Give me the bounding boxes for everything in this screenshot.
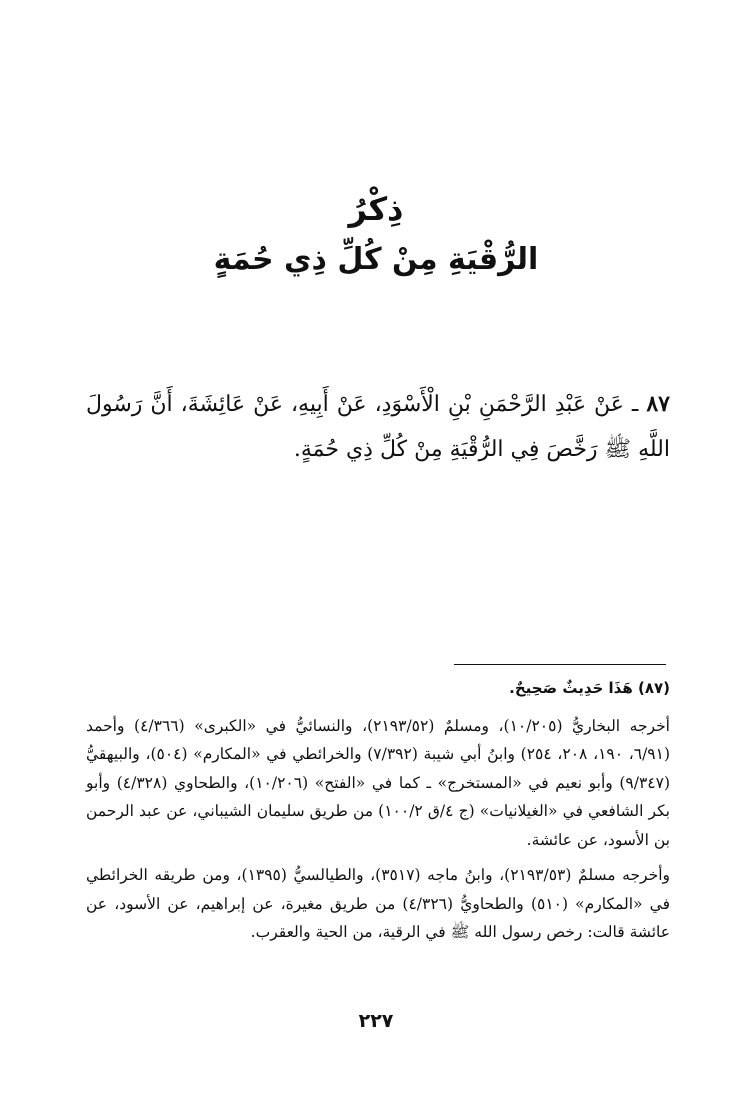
footnotes: [86, 674, 670, 954]
chapter-heading: [150, 183, 602, 285]
footnote-paragraph-2: وأخرجه مسلمٌ (٢١٩٣/٥٣)، وابنُ ماجه (٣٥١٧)، والطيالسيُّ (١٣٩٥)، ومن طريقه الخرائطي في «المكارم» (٥١٠) والطحاويُّ (٤/٣٢٦) من طريق مغيرة، عن إبراهيم، عن الأسود، عن عائشة قالت: رخص رسول الله ﷺ في الرقية، من الحية والعقرب.: [86, 866, 670, 941]
footnote-paragraph-1: أخرجه البخاريُّ (١٠/٢٠٥)، ومسلمٌ (٢١٩٣/٥٢)، والنسائيُّ في «الكبرى» (٤/٣٦٦) وأحمد (٦/٩١، ١٩٠، ٢٠٨، ٢٥٤) وابنُ أبي شيبة (٧/٣٩٢) والخرائطي في «المكارم» (٥٠٤)، والبيهقيُّ (٩/٣٤٧) وأبو نعيم في «المستخرج» ـ كما في «الفتح» (١٠/٢٠٦)، والطحاوي (٤/٣٢٨) وأبو بكر الشافعي في «الغيلانيات» (ج ٤/ق ١٠٠/٢) من طريق سليمان الشيباني، عن عبد الرحمن بن الأسود، عن عائشة.: [86, 716, 671, 849]
hadith-number: ٨٧: [646, 391, 670, 417]
hadith-text: [86, 382, 670, 472]
footnote-separator: [454, 664, 666, 665]
footnote-heading: (٨٧) هَذَا حَدِيثٌ صَحِيحٌ.: [509, 679, 670, 697]
page-number: ٢٢٧: [358, 1010, 394, 1032]
chapter-heading-line-2: الرُّقْيَةِ مِنْ كُلِّ ذِي حُمَةٍ: [213, 242, 539, 277]
hadith-body: ـ عَنْ عَبْدِ الرَّحْمَنِ بْنِ الْأَسْوَدِ، عَنْ أَبِيهِ، عَنْ عَائِشَةَ، أَنَّ رَسُولَ اللَّهِ ﷺ رَخَّصَ فِي الرُّقْيَةِ مِنْ كُلِّ ذِي حُمَةٍ.: [86, 392, 670, 462]
chapter-heading-line-1: ذِكْرُ: [348, 190, 404, 228]
